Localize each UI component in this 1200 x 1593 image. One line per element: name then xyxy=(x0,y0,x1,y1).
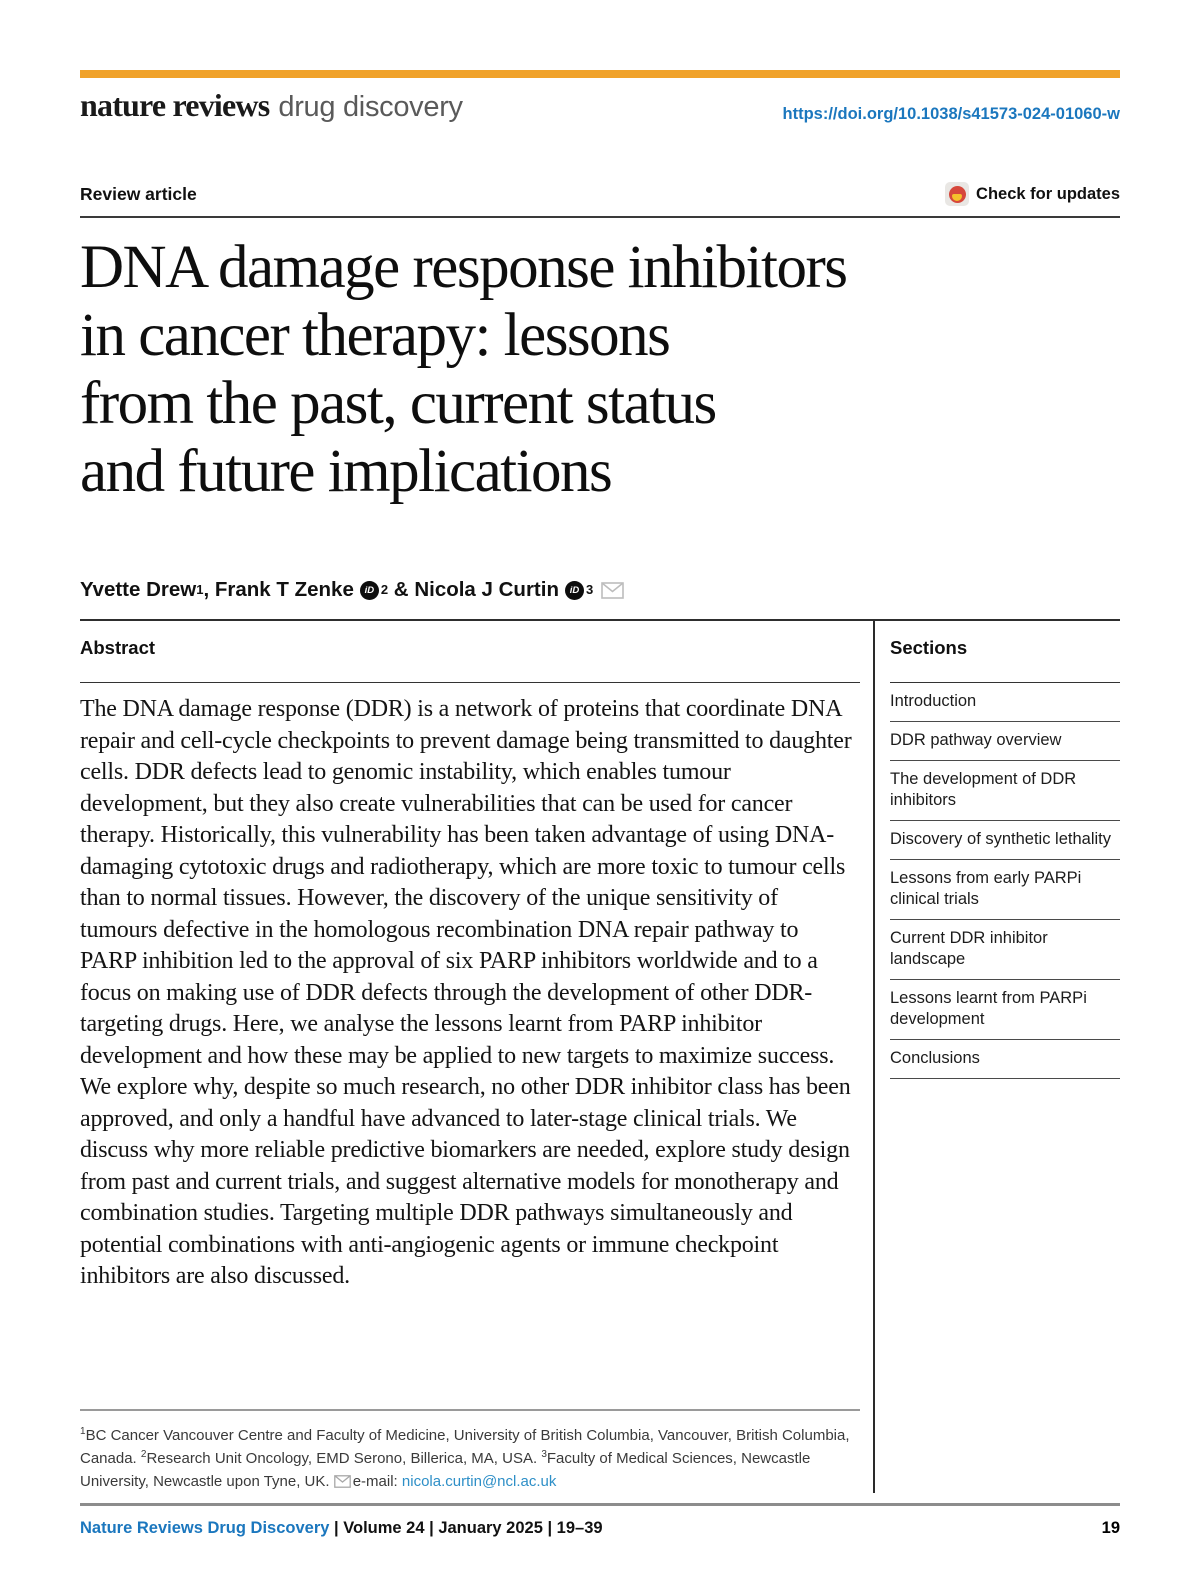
page-footer xyxy=(80,1519,1120,1538)
section-link-introduction[interactable]: Introduction xyxy=(890,683,1120,722)
footer-journal-link[interactable]: Nature Reviews Drug Discovery xyxy=(80,1519,330,1537)
author-2-name: Frank T Zenke xyxy=(214,578,354,601)
check-for-updates-label: Check for updates xyxy=(976,184,1120,203)
section-link-current-ddr-inhibitor-landscape[interactable]: Current DDR inhibitor landscape xyxy=(890,920,1120,980)
abstract-text: The DNA damage response (DDR) is a network of proteins that coordinate DNA repair and cell-cycle checkpoints to prevent damage being transmitted to daughter cells. DDR defects lead to genomic instability, which enables tumour development, but they also create vulnerabilities that can be used for cancer therapy. Historically, this vulnerability has been taken advantage of using DNA-damaging cytotoxic drugs and radiotherapy, which are more toxic to tumour cells than to normal tissues. However, the discovery of the unique sensitivity of tumours defective in the homologous recombination DNA repair pathway to PARP inhibition led to the approval of six PARP inhibitors worldwide and to a focus on making use of DDR defects through the development of other DDR-targeting drugs. Here, we analyse the lessons learnt from PARP inhibitor development and how these may be applied to new targets to maximize success. We explore why, despite so much research, no other DDR inhibitor class has been approved, and only a handful have advanced to later-stage clinical trials. We discuss why more reliable predictive biomarkers are needed, explore study design from past and current trials, and suggest alternative models for monotherapy and combination studies. Targeting multiple DDR pathways simultaneously and potential combinations with anti-angiogenic agents or immune checkpoint inhibitors are also discussed. xyxy=(80,696,852,1289)
crossmark-icon xyxy=(945,182,969,206)
sections-sidebar xyxy=(873,621,1120,1493)
affiliation-3: Faculty of Medical Sciences, Newcastle University, Newcastle upon Tyne, UK. xyxy=(80,1450,811,1490)
email-icon[interactable] xyxy=(601,582,624,599)
section-link-ddr-pathway-overview[interactable]: DDR pathway overview xyxy=(890,722,1120,761)
sections-heading: Sections xyxy=(890,621,1120,683)
journal-logo xyxy=(80,87,463,124)
title-line-4: and future implications xyxy=(80,438,612,505)
title-line-3: from the past, current status xyxy=(80,370,716,437)
affiliation-2: Research Unit Oncology, EMD Serono, Billerica, MA, USA. xyxy=(146,1450,542,1467)
section-link-conclusions[interactable]: Conclusions xyxy=(890,1040,1120,1079)
article-type-label: Review article xyxy=(80,183,197,204)
author-separator: , xyxy=(203,578,215,601)
header-divider xyxy=(80,216,1120,218)
footer-divider xyxy=(80,1503,1120,1506)
affiliation-3-sup: 3 xyxy=(541,1449,547,1460)
section-link-lessons-learnt-parpi-development[interactable]: Lessons learnt from PARPi development xyxy=(890,980,1120,1040)
footer-issue-info: | Volume 24 | January 2025 | 19–39 xyxy=(329,1519,603,1537)
page-title xyxy=(80,234,1120,506)
section-link-development-of-ddr-inhibitors[interactable]: The development of DDR inhibitors xyxy=(890,761,1120,821)
article-type-row xyxy=(80,182,1120,206)
content-columns xyxy=(80,621,1120,1493)
author-1-name: Yvette Drew xyxy=(80,578,197,601)
orcid-icon[interactable]: iD xyxy=(565,581,584,600)
author-separator: & xyxy=(388,578,415,601)
accent-bar xyxy=(80,70,1120,78)
section-link-discovery-of-synthetic-lethality[interactable]: Discovery of synthetic lethality xyxy=(890,821,1120,860)
footer-citation xyxy=(80,1519,603,1538)
title-line-2: in cancer therapy: lessons xyxy=(80,302,670,369)
affiliation-1-sup: 1 xyxy=(80,1426,86,1437)
journal-logo-bold: nature reviews xyxy=(80,87,270,123)
affiliations-footnote xyxy=(80,1409,860,1493)
journal-logo-light: drug discovery xyxy=(278,91,463,123)
check-for-updates-button[interactable] xyxy=(945,182,1120,206)
affiliation-2-sup: 2 xyxy=(140,1449,147,1460)
abstract-heading: Abstract xyxy=(80,621,860,683)
doi-link[interactable]: https://doi.org/10.1038/s41573-024-01060-w xyxy=(782,105,1120,123)
author-3-name: Nicola J Curtin xyxy=(414,578,559,601)
email-label: e-mail: xyxy=(352,1473,402,1490)
section-link-lessons-early-parpi-trials[interactable]: Lessons from early PARPi clinical trials xyxy=(890,860,1120,920)
title-line-1: DNA damage response inhibitors xyxy=(80,234,847,301)
abstract-column xyxy=(80,621,860,1493)
masthead xyxy=(80,87,1120,124)
orcid-icon[interactable]: iD xyxy=(360,581,379,600)
page-number: 19 xyxy=(1101,1519,1120,1537)
email-icon xyxy=(334,1472,351,1495)
author-line: Yvette Drew 1 , Frank T Zenke iD 2 & Nicola J Curtin iD 3 xyxy=(80,578,1120,602)
email-link[interactable]: nicola.curtin@ncl.ac.uk xyxy=(401,1473,557,1490)
affiliation-1: BC Cancer Vancouver Centre and Faculty of Medicine, University of British Columbia, Vancouver, British Columbia, Canada. xyxy=(80,1427,850,1467)
